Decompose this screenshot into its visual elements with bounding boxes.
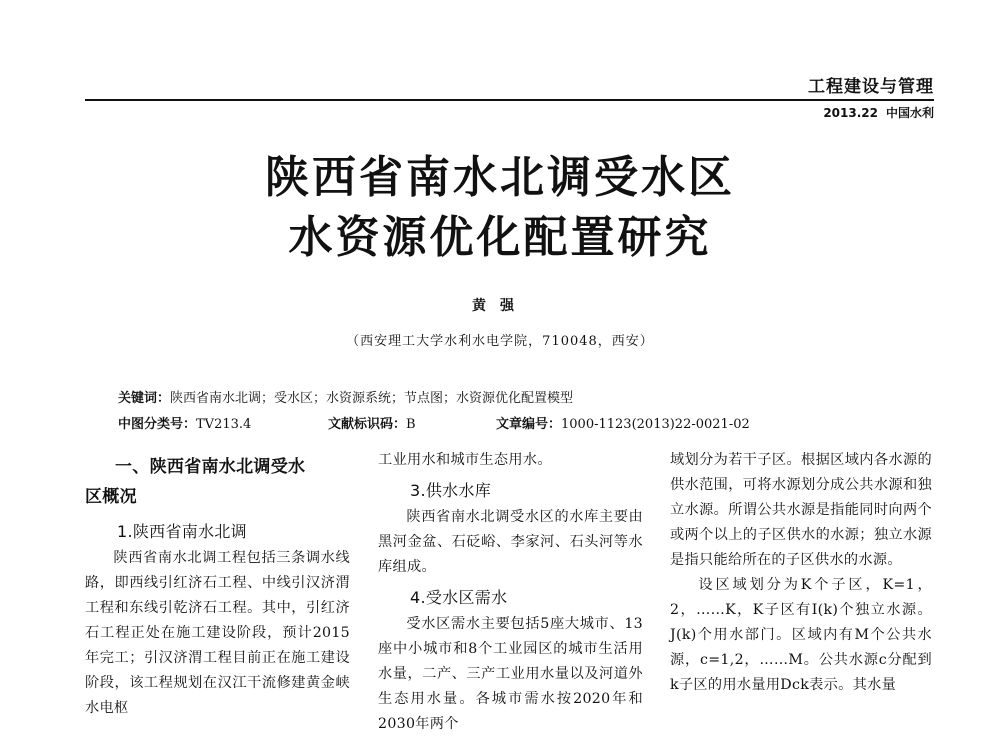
clc — [118, 417, 251, 432]
paragraph: 陕西省南水北调受水区的水库主要由黑河金盆、石砭峪、李家河、石头河等水库组成。 — [378, 509, 643, 575]
section-heading-1 — [85, 452, 350, 512]
keywords-text: 陕西省南水北调；受水区；水资源系统；节点图；水资源优化配置模型 — [170, 391, 574, 406]
header-rule — [85, 99, 934, 101]
classification-line — [118, 413, 818, 432]
subheading-1: 1.陕西省南水北调 — [117, 522, 247, 541]
column-3 — [670, 448, 932, 698]
clc-label: 中图分类号： — [118, 417, 197, 432]
doc-code-label: 文献标识码： — [328, 417, 407, 432]
column-1 — [85, 448, 350, 721]
affiliation: （西安理工大学水利水电学院，710048，西安） — [346, 334, 654, 349]
doc-code — [328, 413, 416, 432]
subheading-4: 4.受水区需水 — [410, 588, 508, 607]
article-number-value: 1000-1123(2013)22-0021-02 — [561, 417, 750, 432]
keywords-label: 关键词： — [118, 391, 171, 406]
journal-name: 中国水利 — [885, 106, 934, 120]
clc-value: TV213.4 — [196, 417, 252, 432]
keywords — [118, 387, 573, 406]
issue-line — [823, 104, 934, 121]
subheading-3: 3.供水水库 — [410, 481, 492, 500]
article-number-label: 文章编号： — [496, 417, 562, 432]
paragraph: 设区域划分为K个子区，K=1，2，……K，K子区有I(k)个独立水源。J(k)个用水部门。区域内有M个公共水源，c=1,2，……M。公共水源c分配到k子区的用水量用Dck表示。其水量 — [670, 577, 932, 693]
doc-code-value: B — [406, 417, 416, 432]
paragraph: 陕西省南水北调工程包括三条调水线路，即西线引红济石工程、中线引汉济渭工程和东线引乾济石工程。其中，引红济石工程正处在施工建设阶段，预计2015年完工；引汉济渭工程目前正在施工建设阶段，该工程规划在汉江干流修建黄金峡水电枢 — [85, 550, 350, 716]
column-2 — [378, 448, 643, 737]
heading-line-1: 一、陕西省南水北调受水 — [115, 457, 306, 477]
paragraph: 受水区需水主要包括5座大城市、13座中小城市和8个工业园区的城市生活用水量，二产、三产工业用水量以及河道外生态用水量。各城市需水按2020年和2030年两个 — [378, 616, 643, 732]
article-title — [0, 148, 1000, 268]
heading-line-2: 区概况 — [85, 487, 137, 507]
section-name: 工程建设与管理 — [808, 77, 934, 97]
issue-number: 2013.22 — [823, 106, 878, 120]
article-number — [496, 413, 750, 432]
paragraph: 工业用水和城市生态用水。 — [378, 452, 552, 468]
title-line-2: 水资源优化配置研究 — [288, 212, 712, 263]
paragraph: 域划分为若干子区。根据区域内各水源的供水范围，可将水源划分成公共水源和独立水源。所谓公共水源是指能同时向两个或两个以上的子区供水的水源；独立水源是指只能给所在的子区供水的水源。 — [670, 452, 932, 568]
author: 黄强 — [472, 298, 528, 314]
header-right — [808, 72, 934, 97]
title-line-1: 陕西省南水北调受水区 — [265, 152, 735, 203]
